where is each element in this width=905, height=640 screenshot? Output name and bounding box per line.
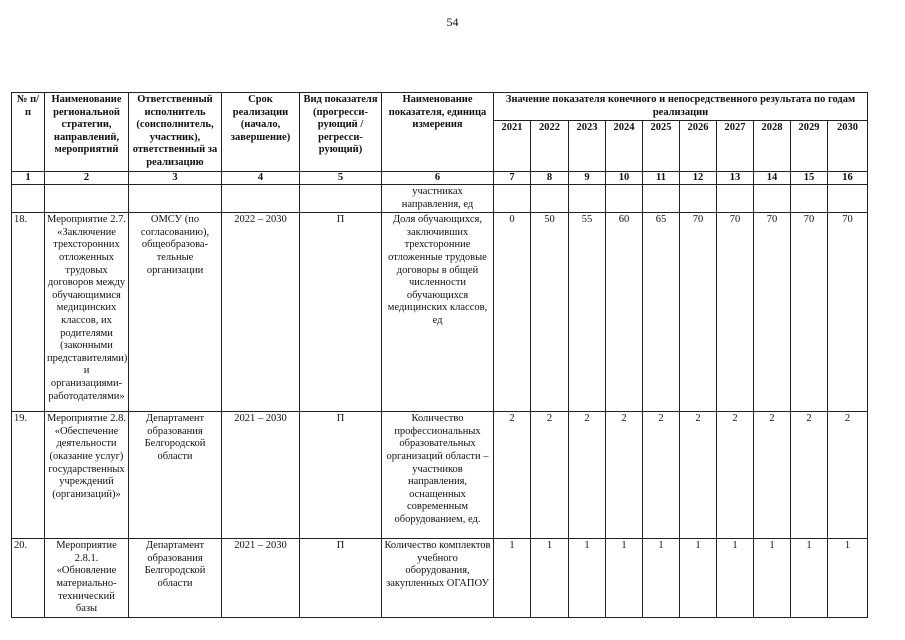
empty-cell xyxy=(643,185,680,213)
header-year: 2027 xyxy=(717,121,754,172)
header-period: Срок реализации (начало, завершение) xyxy=(222,93,300,172)
row-value: 70 xyxy=(717,213,754,412)
row-number: 19. xyxy=(12,412,45,539)
indicators-table xyxy=(11,92,868,618)
row-value: 1 xyxy=(569,539,606,618)
continuation-indicator: участниках направления, ед xyxy=(382,185,494,213)
row-value: 70 xyxy=(791,213,828,412)
header-year: 2023 xyxy=(569,121,606,172)
column-numbers-row xyxy=(12,172,868,185)
row-number: 20. xyxy=(12,539,45,618)
empty-cell xyxy=(717,185,754,213)
table-row xyxy=(12,412,868,539)
column-number: 13 xyxy=(717,172,754,185)
row-value: 1 xyxy=(754,539,791,618)
column-number: 2 xyxy=(45,172,129,185)
row-value: 2 xyxy=(606,412,643,539)
row-activity-name: Мероприятие 2.7. «Заключение трехсторонних отложенных трудовых договоров между обучающимися медицинских классов, их родителями (законными представителями) и организациями-работодателями» xyxy=(45,213,129,412)
table-row xyxy=(12,539,868,618)
column-number: 14 xyxy=(754,172,791,185)
header-year: 2026 xyxy=(680,121,717,172)
row-indicator-name: Доля обучающихся, заключивших трехсторонние отложенные трудовые договоры в общей численности обучающихся медицинских классов, ед xyxy=(382,213,494,412)
row-value: 2 xyxy=(643,412,680,539)
row-indicator-name: Количество комплектов учебного оборудования, закупленных ОГАПОУ xyxy=(382,539,494,618)
row-period: 2021 – 2030 xyxy=(222,412,300,539)
column-number: 1 xyxy=(12,172,45,185)
page-number: 54 xyxy=(446,15,459,29)
row-number: 18. xyxy=(12,213,45,412)
row-value: 1 xyxy=(606,539,643,618)
row-period: 2021 – 2030 xyxy=(222,539,300,618)
row-value: 70 xyxy=(754,213,791,412)
empty-cell xyxy=(12,185,45,213)
empty-cell xyxy=(606,185,643,213)
row-value: 70 xyxy=(680,213,717,412)
header-values-group: Значение показателя конечного и непосредственного результата по годам реализации xyxy=(494,93,868,121)
empty-cell xyxy=(300,185,382,213)
row-indicator-type: П xyxy=(300,213,382,412)
row-value: 0 xyxy=(494,213,531,412)
row-indicator-type: П xyxy=(300,412,382,539)
row-value: 1 xyxy=(643,539,680,618)
column-number: 16 xyxy=(828,172,868,185)
empty-cell xyxy=(791,185,828,213)
row-period: 2022 – 2030 xyxy=(222,213,300,412)
column-number: 7 xyxy=(494,172,531,185)
column-number: 5 xyxy=(300,172,382,185)
row-value: 1 xyxy=(494,539,531,618)
header-year: 2022 xyxy=(531,121,569,172)
header-indicator: Наименование показателя, единица измерения xyxy=(382,93,494,172)
empty-cell xyxy=(680,185,717,213)
empty-cell xyxy=(828,185,868,213)
header-name: Наименование региональной стратегии, направлений, мероприятий xyxy=(45,93,129,172)
column-number: 10 xyxy=(606,172,643,185)
header-type: Вид показателя (прогресси-рующий / регресси-рующий) xyxy=(300,93,382,172)
column-number: 6 xyxy=(382,172,494,185)
row-value: 55 xyxy=(569,213,606,412)
empty-cell xyxy=(569,185,606,213)
header-row xyxy=(12,93,868,121)
row-value: 60 xyxy=(606,213,643,412)
header-num: № п/п xyxy=(12,93,45,172)
row-value: 2 xyxy=(531,412,569,539)
header-year: 2030 xyxy=(828,121,868,172)
column-number: 12 xyxy=(680,172,717,185)
row-value: 65 xyxy=(643,213,680,412)
continuation-row xyxy=(12,185,868,213)
row-value: 70 xyxy=(828,213,868,412)
empty-cell xyxy=(531,185,569,213)
column-number: 11 xyxy=(643,172,680,185)
empty-cell xyxy=(222,185,300,213)
row-value: 1 xyxy=(791,539,828,618)
row-value: 2 xyxy=(828,412,868,539)
row-value: 2 xyxy=(791,412,828,539)
header-year: 2024 xyxy=(606,121,643,172)
header-year: 2025 xyxy=(643,121,680,172)
header-year: 2029 xyxy=(791,121,828,172)
row-value: 2 xyxy=(754,412,791,539)
row-value: 2 xyxy=(717,412,754,539)
row-value: 2 xyxy=(569,412,606,539)
row-value: 50 xyxy=(531,213,569,412)
row-indicator-name: Количество профессиональных образовательных организаций области – участников направления, оснащенных современным оборудованием, ед. xyxy=(382,412,494,539)
row-value: 1 xyxy=(828,539,868,618)
column-number: 3 xyxy=(129,172,222,185)
empty-cell xyxy=(494,185,531,213)
row-value: 1 xyxy=(531,539,569,618)
column-number: 4 xyxy=(222,172,300,185)
row-executor: ОМСУ (по согласованию), общеобразова-тельные организации xyxy=(129,213,222,412)
row-value: 2 xyxy=(680,412,717,539)
header-year: 2028 xyxy=(754,121,791,172)
column-number: 8 xyxy=(531,172,569,185)
row-executor: Департамент образования Белгородской области xyxy=(129,539,222,618)
empty-cell xyxy=(129,185,222,213)
row-value: 1 xyxy=(717,539,754,618)
empty-cell xyxy=(45,185,129,213)
row-value: 2 xyxy=(494,412,531,539)
empty-cell xyxy=(754,185,791,213)
row-value: 1 xyxy=(680,539,717,618)
table-row xyxy=(12,213,868,412)
column-number: 9 xyxy=(569,172,606,185)
row-indicator-type: П xyxy=(300,539,382,618)
row-activity-name: Мероприятие 2.8.1. «Обновление материально-технический базы xyxy=(45,539,129,618)
row-executor: Департамент образования Белгородской области xyxy=(129,412,222,539)
row-activity-name: Мероприятие 2.8. «Обеспечение деятельности (оказание услуг) государственных учреждений (организаций)» xyxy=(45,412,129,539)
header-executor: Ответственный исполнитель (соисполнитель, участник), ответственный за реализацию xyxy=(129,93,222,172)
header-year: 2021 xyxy=(494,121,531,172)
column-number: 15 xyxy=(791,172,828,185)
